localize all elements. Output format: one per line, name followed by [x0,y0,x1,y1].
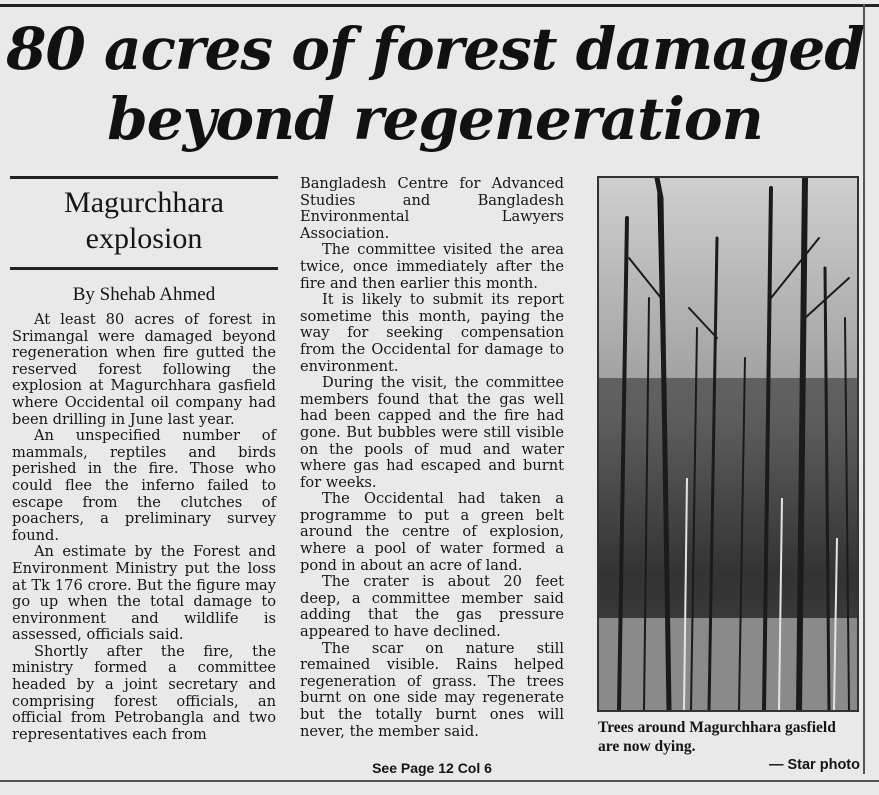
paragraph: At least 80 acres of forest in Srimangal were damaged beyond regeneration when fire gutted the reserved forest following the explosion at Magurchhara gasfield where Occidental oil company had been drilling in June last year. [12,311,276,428]
bottom-rule [0,780,879,782]
photo-caption: Trees around Magurchhara gasfield are now dying. [598,719,836,755]
paragraph: Shortly after the fire, the ministry formed a committee headed by a joint secretary and comprising forest officials, an official from Petrobangla and two representatives each from [12,642,276,743]
forest-photo [597,176,859,712]
burnt-trees-image [599,178,857,710]
kicker-line-1: Magurchhara [64,186,224,219]
continuation-note: See Page 12 Col 6 [372,760,492,776]
paragraph: The crater is about 20 feet deep, a committee member said adding that the gas pressure appeared to have declined. [300,573,564,641]
paragraph: It is likely to submit its report sometime this month, paying the way for seeking compensation from the Occidental for damage to environment. [300,291,564,375]
top-rule [0,4,879,7]
paragraph: The scar on nature still remained visible. Rains helped regeneration of grass. The trees burnt on one side may regenerate but the totally burnt ones will never, the member said. [300,639,564,740]
article-column-2 [300,176,564,740]
paragraph: During the visit, the committee members found that the gas well had been capped and the fire had gone. But bubbles were still visible on the pools of mud and water where gas had escaped and burnt for weeks. [300,374,564,491]
paragraph: An estimate by the Forest and Environment Ministry put the loss at Tk 176 crore. But the figure may go up when the total damage to environment and wildlife is assessed, officials said. [12,543,276,644]
headline-line-1: 80 acres of forest damaged [6,15,864,83]
photo-credit: — Star photo [768,757,860,773]
kicker-line-2: explosion [85,222,203,255]
paragraph: An unspecified number of mammals, reptiles and birds perished in the fire. Those who could flee the inferno failed to escape from the clutches of poachers, a preliminary survey found. [12,427,276,544]
paragraph-continued: Bangladesh Centre for Advanced Studies and Bangladesh Environmental Lawyers Association. [300,175,564,242]
kicker [10,185,278,257]
paragraph: The committee visited the area twice, once immediately after the fire and then earlier this month. [300,241,564,292]
kicker-rule-top [10,176,278,179]
paragraph: The Occidental had taken a programme to put a green belt around the centre of explosion, where a pool of water formed a pond in about an acre of land. [300,490,564,574]
kicker-rule-bottom [10,267,278,270]
headline-line-2: beyond regeneration [107,85,763,153]
article-column-1 [12,312,276,743]
kicker-box [10,176,278,270]
byline: By Shehab Ahmed [72,284,216,305]
headline [0,14,870,154]
